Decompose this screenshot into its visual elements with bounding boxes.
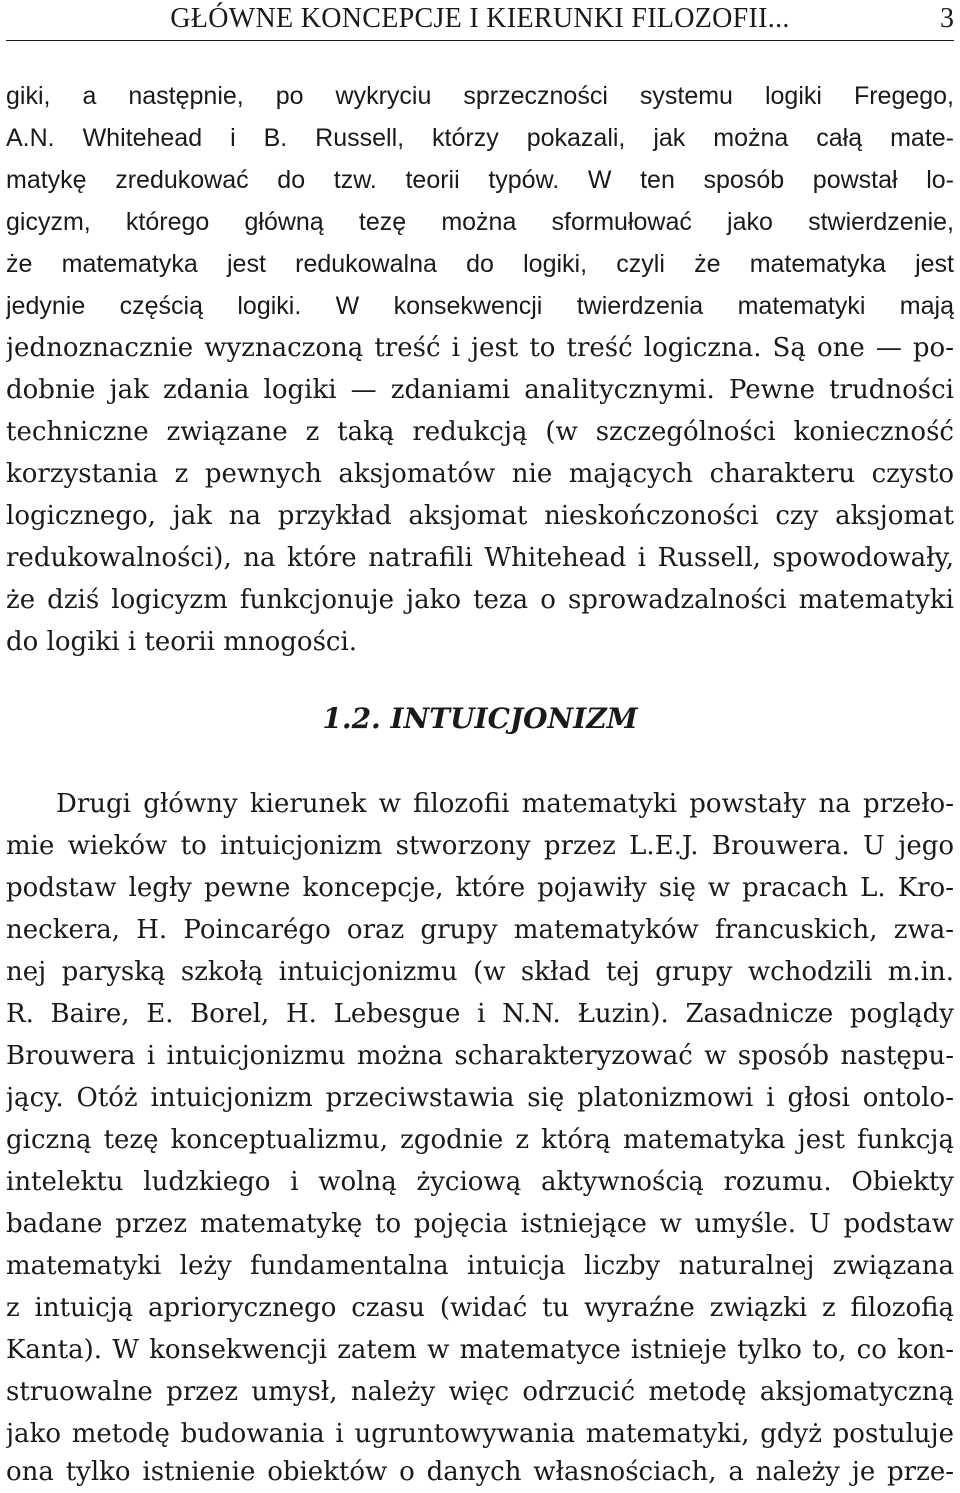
text-line: gicyzm, którego główną tezę można sformułować jako stwierdzenie,: [6, 208, 954, 236]
text-line: podstaw legły pewne koncepcje, które pojawiły się w pracach L. Kro-: [6, 873, 954, 903]
text-line: intelektu ludzkiego i wolną życiową aktywnością rozumu. Obiekty: [6, 1167, 954, 1197]
text-line: nej paryską szkołą intuicjonizmu (w skład tej grupy wchodzili m.in.: [6, 957, 954, 987]
text-line: techniczne związane z taką redukcją (w szczególności konieczność: [6, 417, 954, 447]
page-number: 3: [940, 3, 954, 34]
text-line: korzystania z pewnych aksjomatów nie mających charakteru czysto: [6, 459, 954, 489]
text-line: badane przez matematykę to pojęcia istniejące w umyśle. U podstaw: [6, 1209, 954, 1239]
text-line: matematyki leży fundamentalna intuicja liczby naturalnej związana: [6, 1251, 954, 1281]
text-line: do logiki i teorii mnogości.: [6, 627, 358, 657]
text-line: jedynie częścią logiki. W konsekwencji twierdzenia matematyki mają: [6, 292, 954, 320]
text-line: R. Baire, E. Borel, H. Lebesgue i N.N. Łuzin). Zasadnicze poglądy: [6, 999, 954, 1029]
text-line: dobnie jak zdania logiki — zdaniami analitycznymi. Pewne trudności: [6, 375, 954, 405]
text-line: neckera, H. Poincarégo oraz grupy matematyków francuskich, zwa-: [6, 915, 954, 945]
text-line: redukowalności), na które natrafili Whitehead i Russell, spowodowały,: [6, 543, 954, 573]
text-line: giczną tezę konceptualizmu, zgodnie z którą matematyka jest funkcją: [6, 1125, 954, 1155]
text-line: struowalne przez umysł, należy więc odrzucić metodę aksjomatyczną: [6, 1377, 954, 1407]
text-line: że matematyka jest redukowalna do logiki, czyli że matematyka jest: [6, 250, 954, 278]
text-line: ona tylko istnienie obiektów o danych własnościach, a należy je prze-: [6, 1457, 954, 1487]
text-line: matykę zredukować do tzw. teorii typów. W ten sposób powstał lo-: [6, 166, 954, 194]
running-header: [6, 0, 954, 41]
text-line: mie wieków to intuicjonizm stworzony przez L.E.J. Brouwera. U jego: [6, 831, 954, 861]
text-line: giki, a następnie, po wykryciu sprzeczności systemu logiki Fregego,: [6, 82, 954, 110]
text-line: jący. Otóż intuicjonizm przeciwstawia się platonizmowi i głosi ontolo-: [6, 1083, 954, 1113]
text-line: logicznego, jak na przykład aksjomat nieskończoności czy aksjomat: [6, 501, 954, 531]
section-heading: 1.2. INTUICJONIZM: [322, 702, 638, 735]
text-line: z intuicją apriorycznego czasu (widać tu wyraźne związki z filozofią: [6, 1293, 954, 1323]
text-line: Kanta). W konsekwencji zatem w matematyce istnieje tylko to, co kon-: [6, 1335, 954, 1365]
text-line: że dziś logicyzm funkcjonuje jako teza o sprowadzalności matematyki: [6, 585, 954, 615]
text-line: jako metodę budowania i ugruntowywania matematyki, gdyż postuluje: [6, 1419, 954, 1449]
text-line: jednoznacznie wyznaczoną treść i jest to treść logiczna. Są one — po-: [6, 333, 954, 363]
running-title: GŁÓWNE KONCEPCJE I KIERUNKI FILOZOFII...: [170, 3, 790, 34]
text-line: A.N. Whitehead i B. Russell, którzy pokazali, jak można całą mate-: [6, 124, 954, 152]
text-line: Brouwera i intuicjonizmu można scharakteryzować w sposób następu-: [6, 1041, 954, 1071]
text-line: Drugi główny kierunek w filozofii matematyki powstały na przeło-: [56, 789, 954, 819]
